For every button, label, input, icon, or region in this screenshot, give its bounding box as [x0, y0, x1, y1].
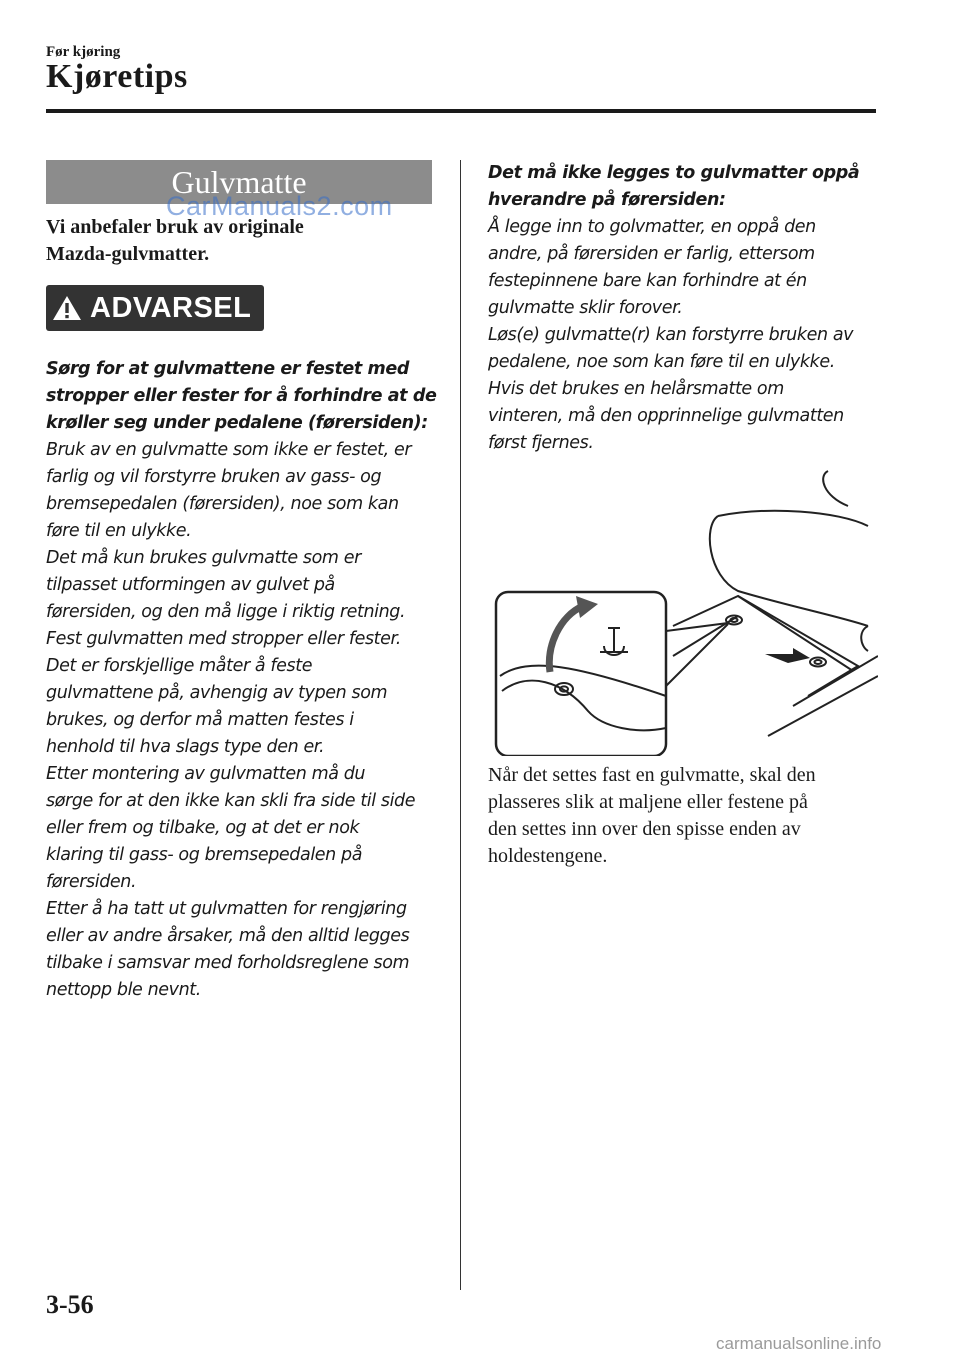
warning-body-line: klaring til gass- og bremsepedalen på [46, 845, 363, 865]
right-warning-heading-line: Det må ikke legges to gulvmatter oppå [488, 163, 860, 183]
warning-body-line: førersiden. [46, 872, 137, 892]
right-warning-text [488, 160, 880, 457]
warning-body-line: føre til en ulykke. [46, 521, 192, 541]
seat-outline [710, 471, 868, 626]
intro-line: Vi anbefaler bruk av originale [46, 216, 304, 238]
warning-body-line: tilbake i samsvar med forholdsreglene som [46, 953, 410, 973]
right-warning-body-line: Hvis det brukes en helårsmatte om [488, 379, 784, 399]
warning-body-line: eller av andre årsaker, må den alltid legges [46, 926, 410, 946]
mat-eyelet [726, 616, 742, 625]
forward-arrow [765, 648, 810, 663]
warning-body-line: Etter å ha tatt ut gulvmatten for rengjøring [46, 899, 407, 919]
intro-line: Mazda-gulvmatter. [46, 243, 210, 265]
warning-body-line: eller frem og tilbake, og at det er nok [46, 818, 360, 838]
right-warning-heading-line: hverandre på førersiden: [488, 190, 726, 210]
caption-line: plasseres slik at maljene eller festene på [488, 791, 808, 813]
warning-body-line: henhold til hva slags type den er. [46, 737, 325, 757]
floor-mat-illustration [488, 466, 878, 756]
intro-text [46, 214, 436, 268]
caption-line: holdestengene. [488, 845, 608, 867]
page-number: 3-56 [46, 1290, 94, 1319]
watermark-top: CarManuals2.com [166, 191, 393, 221]
warning-body-line: farlig og vil forstyrre bruken av gass- og [46, 467, 382, 487]
right-warning-body-line: festepinnene bare kan forhindre at én [488, 271, 807, 291]
warning-body-line: nettopp ble nevnt. [46, 980, 201, 1000]
caption-line: den settes inn over den spisse enden av [488, 818, 801, 840]
right-warning-body-line: Løs(e) gulvmatte(r) kan forstyrre bruken av [488, 325, 854, 345]
warning-text [46, 356, 438, 1004]
warning-body-line: bremsepedalen (førersiden), noe som kan [46, 494, 399, 514]
page-title: Kjøretips [46, 58, 188, 95]
warning-body-line: Fest gulvmatten med stropper eller fester. [46, 629, 401, 649]
mat-eyelet [810, 658, 826, 667]
illustration-caption [488, 762, 868, 870]
warning-body-line: Etter montering av gulvmatten må du [46, 764, 366, 784]
warning-body-line: Det er forskjellige måter å feste [46, 656, 313, 676]
warning-body-line: tilpasset utformingen av gulvet på [46, 575, 335, 595]
breadcrumb: Før kjøring [46, 44, 121, 60]
warning-triangle-icon [46, 285, 88, 331]
warning-heading-line: Sørg for at gulvmattene er festet med [46, 359, 409, 379]
warning-heading-line: krøller seg under pedalene (førersiden): [46, 413, 428, 433]
watermark-bottom: carmanualsonline.info [716, 1334, 882, 1353]
warning-body-line: Bruk av en gulvmatte som ikke er festet, er [46, 440, 412, 460]
warning-body-line: gulvmattene på, avhengig av typen som [46, 683, 388, 703]
right-warning-body-line: andre, på førersiden er farlig, ettersom [488, 244, 815, 264]
floor-line [673, 596, 858, 696]
column-divider [460, 160, 461, 1290]
right-warning-body-line: Å legge inn to golvmatter, en oppå den [488, 217, 816, 237]
right-warning-body-line: gulvmatte sklir forover. [488, 298, 683, 318]
warning-body-line: førersiden, og den må ligge i riktig retning. [46, 602, 406, 622]
caption-line: Når det settes fast en gulvmatte, skal den [488, 764, 816, 786]
warning-body-line: Det må kun brukes gulvmatte som er [46, 548, 361, 568]
warning-badge [46, 285, 264, 331]
warning-body-line: sørge for at den ikke kan skli fra side til side [46, 791, 416, 811]
warning-body-line: brukes, og derfor må matten festes i [46, 710, 354, 730]
section-heading: Gulvmatte [46, 160, 432, 204]
warning-label: ADVARSEL [90, 291, 252, 324]
right-warning-body-line: vinteren, må den opprinnelige gulvmatten [488, 406, 844, 426]
right-warning-body-line: pedalene, noe som kan føre til en ulykke. [488, 352, 835, 372]
warning-heading-line: stropper eller fester for å forhindre at de [46, 386, 437, 406]
right-warning-body-line: først fjernes. [488, 433, 594, 453]
header-rule [46, 109, 876, 113]
